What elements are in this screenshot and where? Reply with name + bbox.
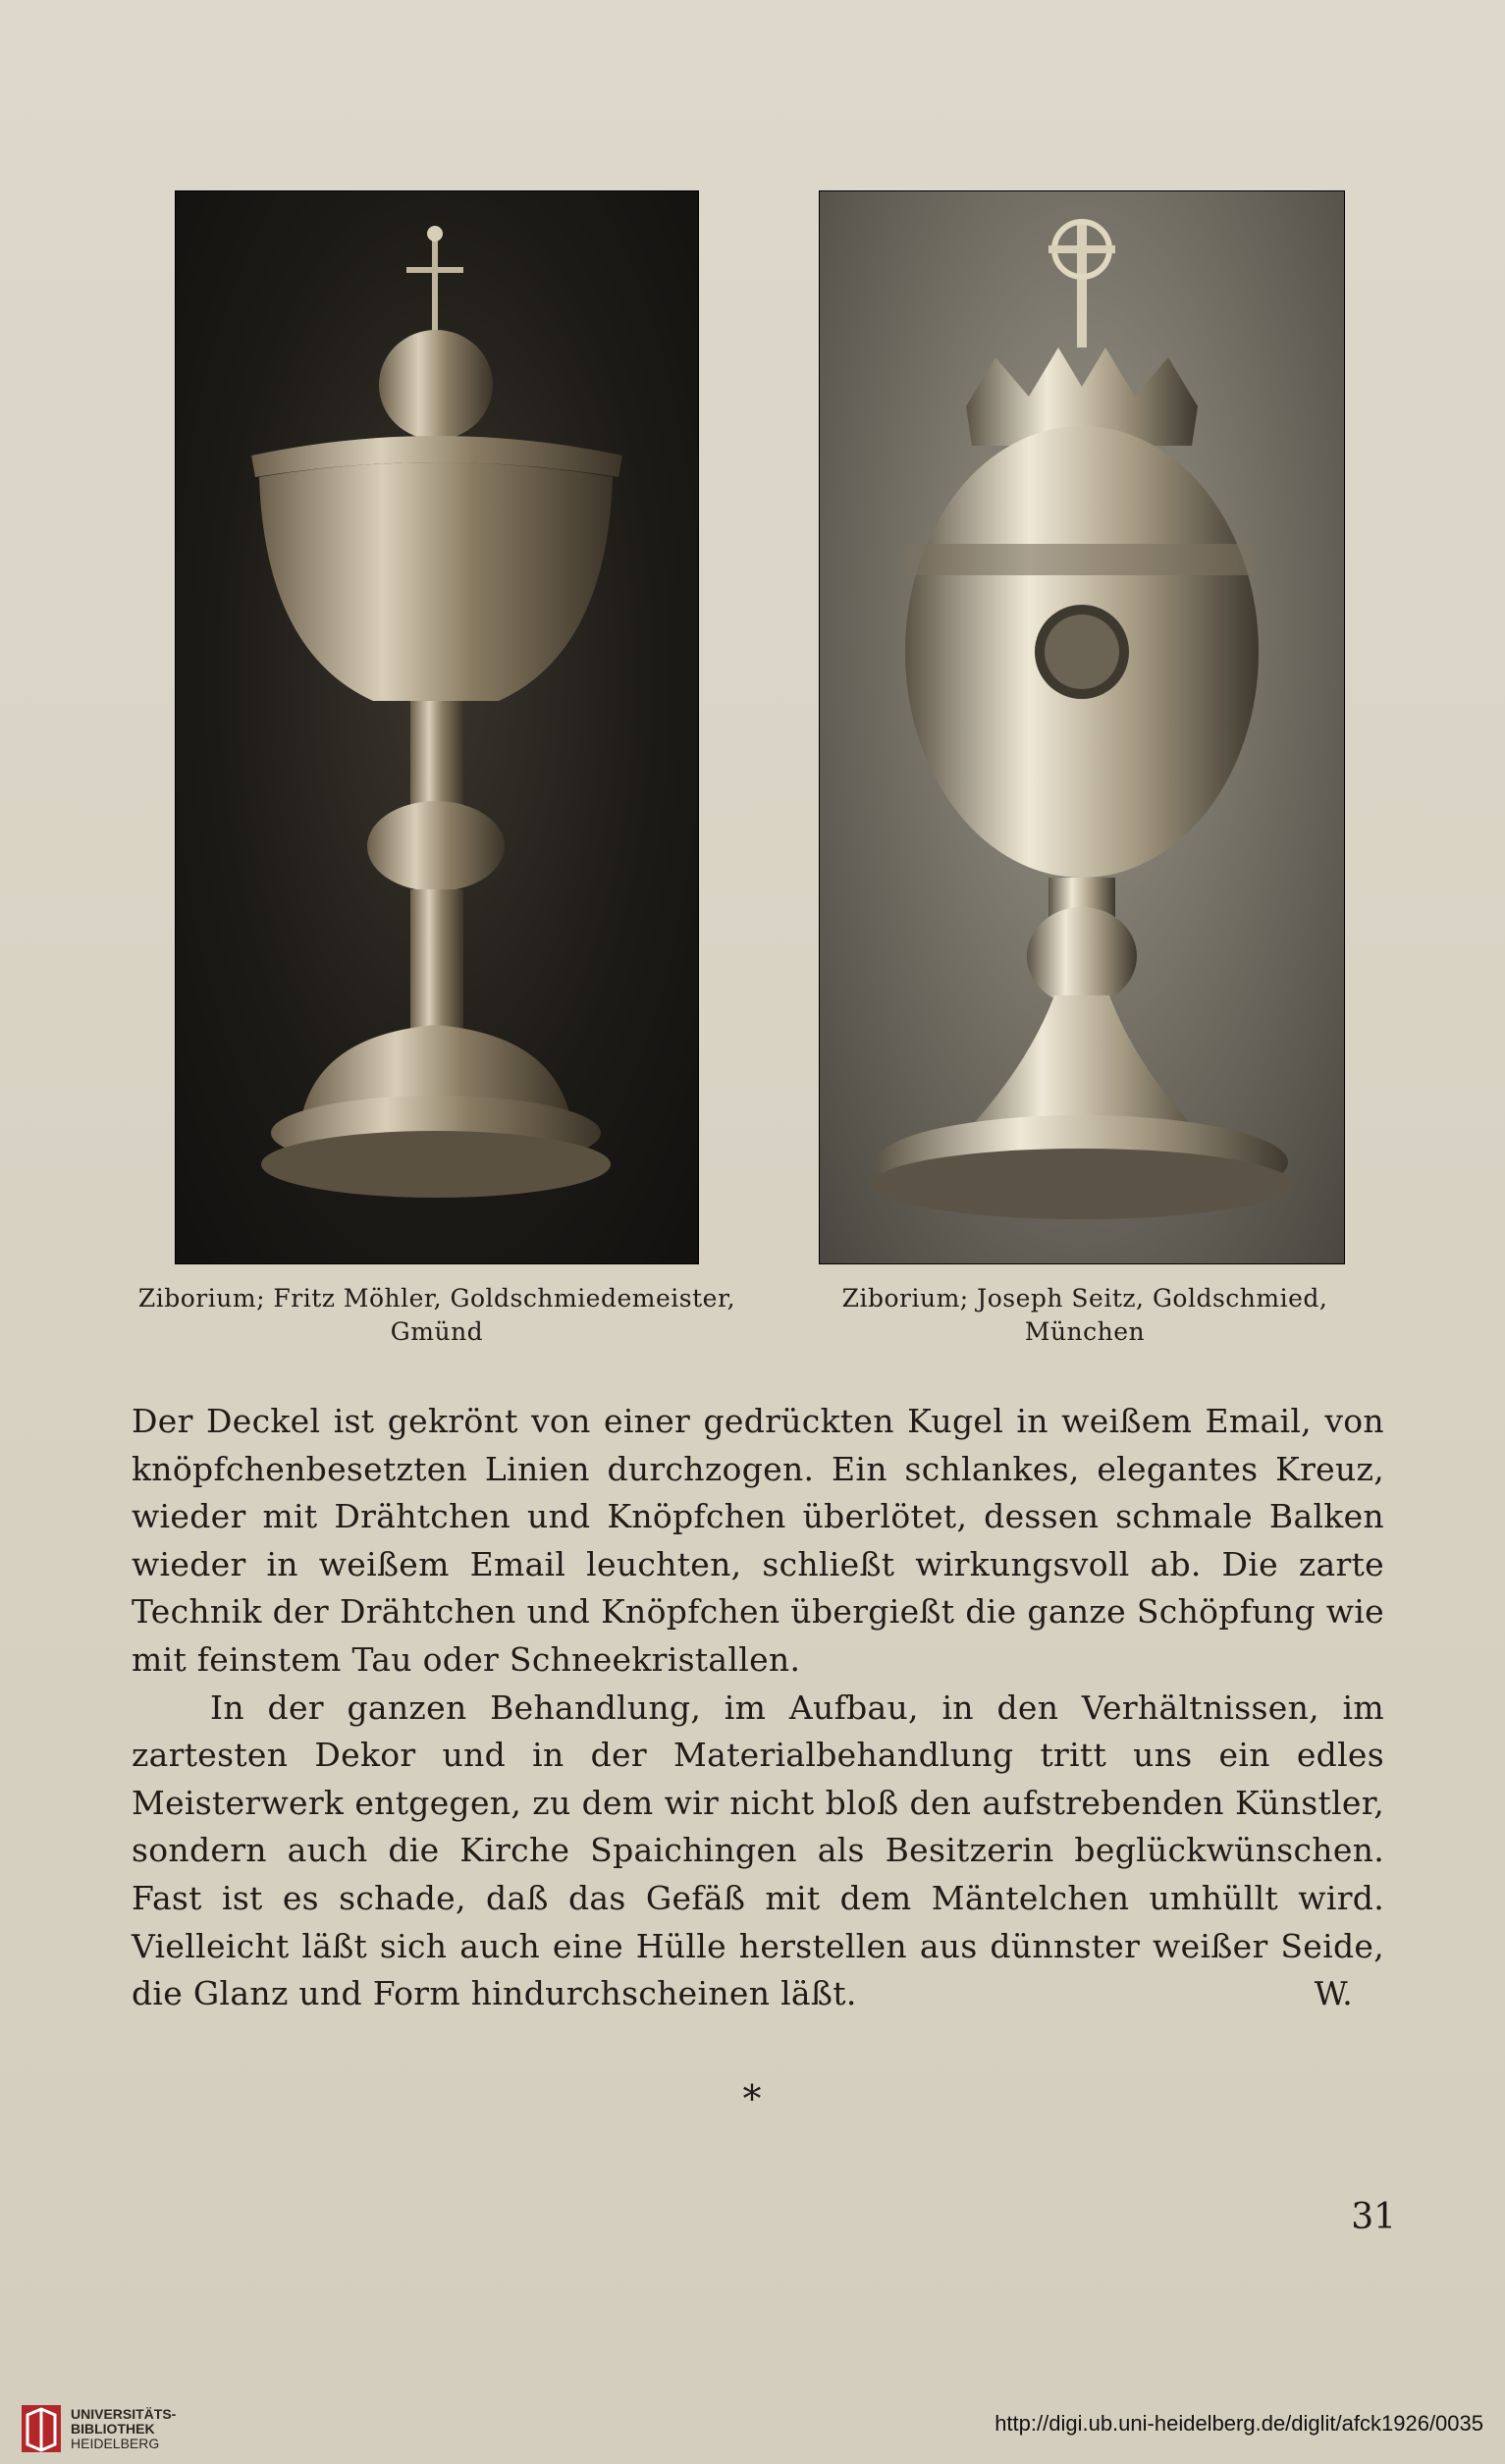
library-logo	[20, 2401, 216, 2458]
article-body	[132, 1398, 1384, 2018]
logo-line-2: BIBLIOTHEK	[71, 2421, 155, 2437]
caption-right-line2: München	[1024, 1317, 1146, 1346]
ciborium-moehler-illustration	[175, 190, 699, 1264]
photo-ciborium-moehler	[175, 190, 699, 1264]
caption-left	[137, 1282, 736, 1349]
logo-line-1: UNIVERSITÄTS-	[71, 2406, 177, 2422]
logo-line-3: HEIDELBERG	[71, 2436, 160, 2451]
paragraph-2	[132, 1685, 1384, 2018]
paragraph-2-text: In der ganzen Behandlung, im Aufbau, in den Verhältnissen, im zartesten Dekor und in der Materialbehandlung tritt uns ein edles Meisterwerk entgegen, zu dem wir nicht bloß den aufstrebenden Künstler, sondern auch die Kirche Spaichingen als Besitzerin beglückwünschen. Fast ist es schade, daß das Gefäß mit dem Mäntelchen umhüllt wird. Vielleicht läßt sich auch eine Hülle herstellen aus dünnster weißer Seide, die Glanz und Form hindurchscheinen läßt.	[132, 1687, 1384, 2013]
author-signature: W.	[1314, 1974, 1353, 2013]
paragraph-1: Der Deckel ist gekrönt von einer gedrückten Kugel in weißem Email, von knöpfchenbesetzten Linien durchzogen. Ein schlankes, elegantes Kreuz, wieder mit Drähtchen und Knöpfchen überlötet, dessen schmale Balken wieder in weißem Email leuchten, schließt wirkungsvoll ab. Die zarte Technik der Drähtchen und Knöpfchen übergießt die ganze Schöpfung wie mit feinstem Tau oder Schneekristallen.	[132, 1402, 1384, 1679]
source-url[interactable]: http://digi.ub.uni-heidelberg.de/diglit/afck1926/0035	[994, 2411, 1483, 2436]
ciborium-seitz-illustration	[819, 190, 1345, 1264]
section-ornament: *	[742, 2077, 762, 2120]
library-logo-icon	[20, 2401, 63, 2456]
library-logo-text	[71, 2407, 176, 2451]
caption-left-line2: Gmünd	[390, 1317, 484, 1346]
caption-left-line1: Ziborium; Fritz Möhler, Goldschmiedemeister,	[137, 1284, 736, 1312]
photo-ciborium-seitz	[819, 190, 1345, 1264]
caption-right-line1: Ziborium; Joseph Seitz, Goldschmied,	[841, 1284, 1328, 1312]
page-number: 31	[1351, 2197, 1396, 2237]
caption-right	[785, 1282, 1384, 1349]
